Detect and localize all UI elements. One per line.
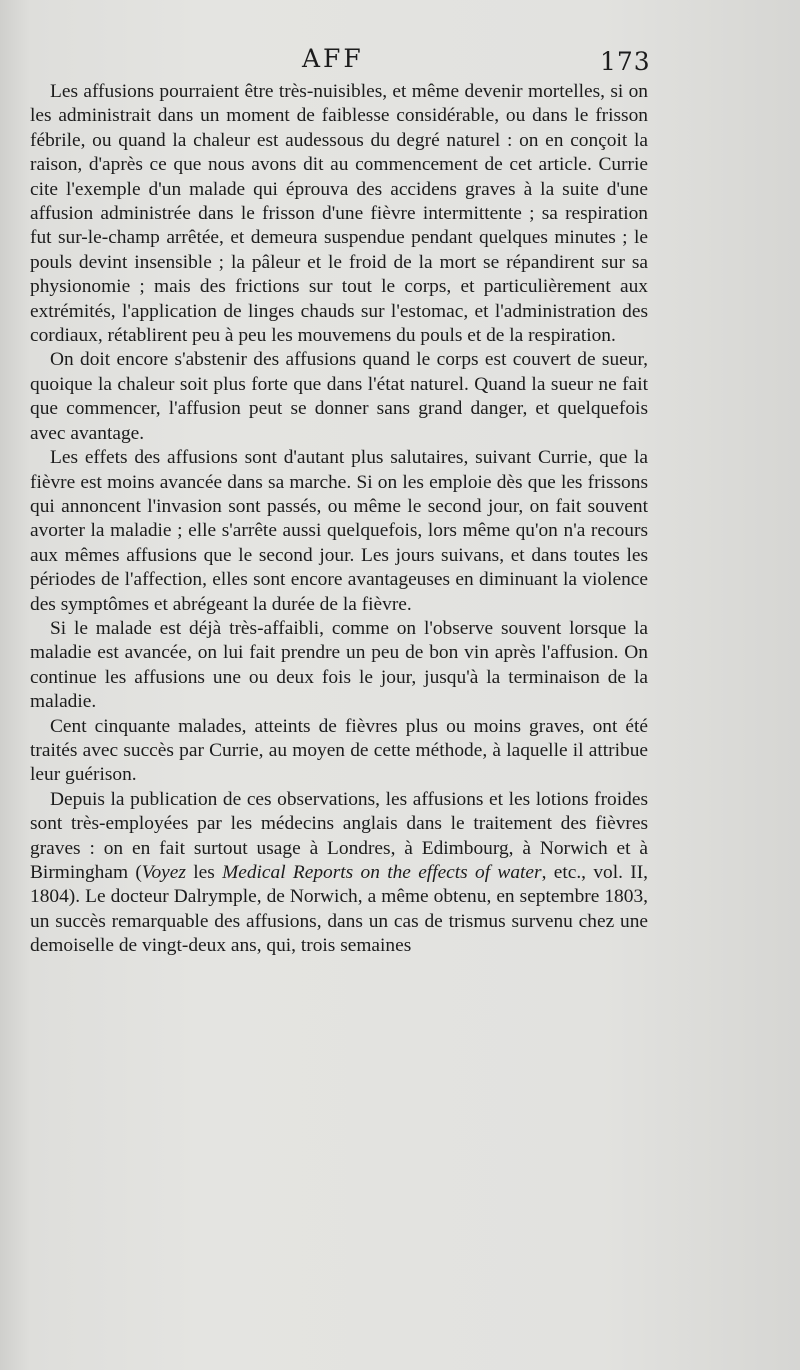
paragraph-4: Si le malade est déjà très-affaibli, comme on l'observe souvent lorsque la maladie est avancée, on lui fait prendre un peu de bon vin après l'affusion. On continue les affusions une ou deux fois le jour, jusqu'à la terminaison de la maladie. [30,617,648,713]
paragraph-6-italic-voyez: Voyez [141,862,186,883]
paragraph-6-part-2: les [185,862,223,883]
paragraph-3: Les effets des affusions sont d'autant plus salutaires, suivant Currie, que la fièvre est moins avancée dans sa marche. Si on les emploie dès que les frissons qui annoncent l'invasion sont passés, ou même le second jour, on fait souvent avorter la maladie ; elle s'arrête aussi quelquefois, lors même qu'on n'a recours aux mêmes affusions que le second jour. Les jours suivans, et dans toutes les périodes de l'affection, elles sont encore avantageuses en diminuant la violence des symptômes et abrégeant la durée de la fièvre. [30,447,648,615]
paragraph-6 [30,788,648,959]
page-header [0,44,800,84]
paragraph-2: On doit encore s'abstenir des affusions quand le corps est couvert de sueur, quoique la chaleur soit plus forte que dans l'état naturel. Quand la sueur ne fait que commencer, l'affusion peut se donner sans grand danger, et quelquefois avec avantage. [30,349,648,444]
body-text [30,80,648,959]
paragraph-1: Les affusions pourraient être très-nuisibles, et même devenir mortelles, si on les administrait dans un moment de faiblesse considérable, ou dans le frisson fébrile, ou quand la chaleur est audessous du degré naturel : on en conçoit la raison, d'après ce que nous avons dit au commencement de cet article. Currie cite l'exemple d'un malade qui éprouva des accidens graves à la suite d'une affusion administrée dans le frisson d'une fièvre intermittente ; sa respiration fut sur-le-champ arrêtée, et demeura suspendue pendant quelques minutes ; le pouls devint insensible ; la pâleur et le froid de la mort se répandirent sur sa physionomie ; mais des frictions sur tout le corps, et particulièrement aux extrémités, l'application de linges chauds sur l'estomac, et l'administration des cordiaux, rétablirent peu à peu les mouvemens du pouls et de la respiration. [30,81,648,347]
running-head: AFF [302,44,364,73]
paragraph-6-part-3: , etc., vol. II, 1804). Le docteur Dalrymple, de Norwich, a même obtenu, en septembre 1803, un succès remarquable des affusions, dans un cas de trismus survenu chez une demoiselle de vingt-deux ans, qui, trois semaines [30,862,648,957]
paragraph-6-italic-title: Medical Reports on the effects of water [222,862,542,883]
paragraph-6-part-1: Depuis la publication de ces observations, les affusions et les lotions froides sont très-employées par les médecins anglais dans le traitement des fièvres graves : on en fait surtout usage à Londres, à Edimbourg, à Norwich et à Birmingham ( [30,788,648,883]
paragraph-5: Cent cinquante malades, atteints de fièvres plus ou moins graves, ont été traités avec succès par Currie, au moyen de cette méthode, à laquelle il attribue leur guérison. [30,715,648,786]
page-number: 173 [600,47,651,76]
